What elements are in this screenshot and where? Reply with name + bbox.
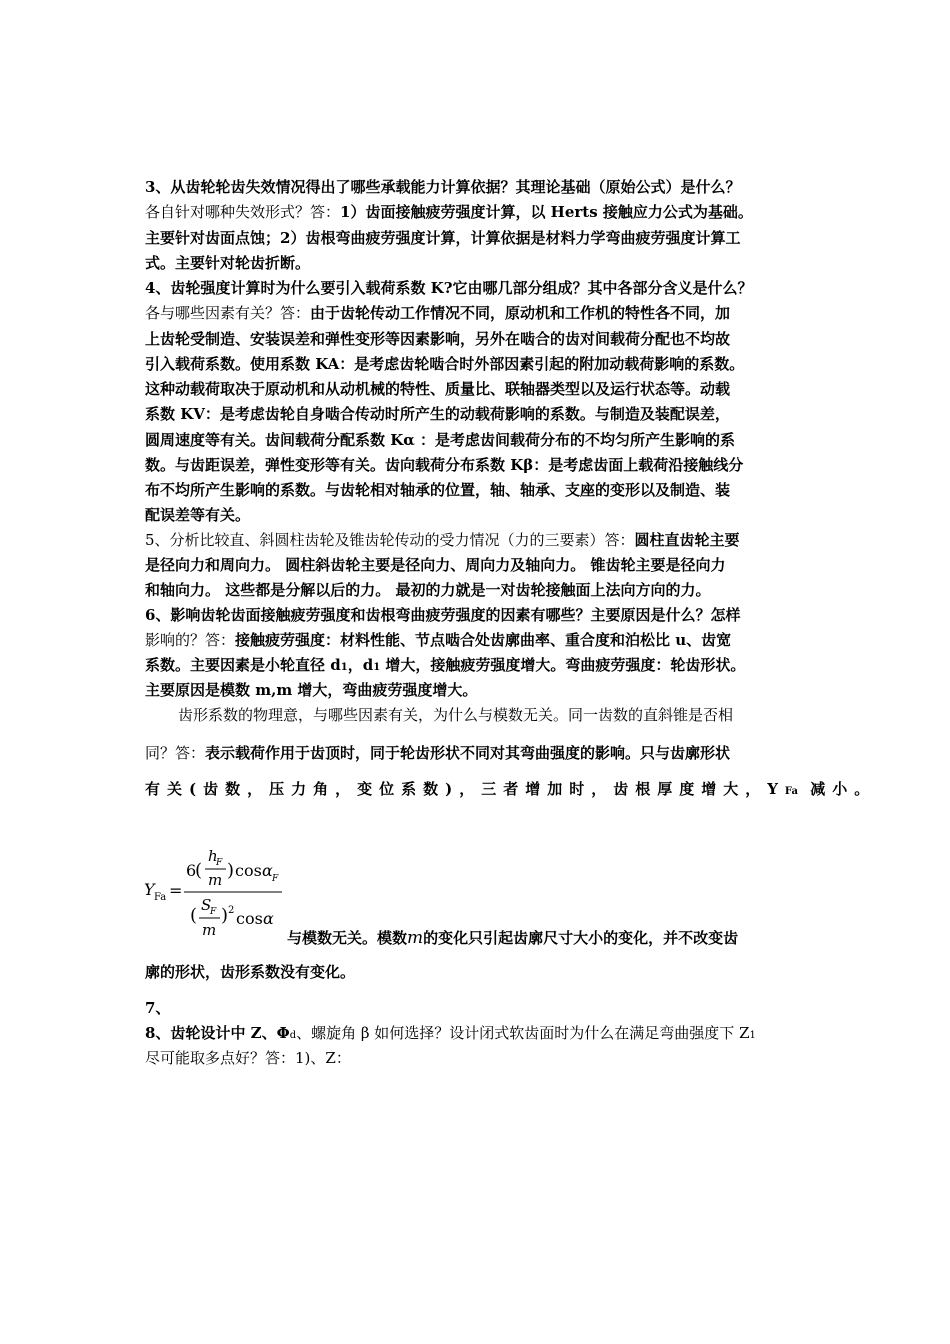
formula-den-lparen: (	[190, 905, 198, 926]
q4-line-9: 布不均所产生影响的系数。与齿轮相对轴承的位置，轴、轴承、支座的变形以及制造、装	[145, 481, 731, 499]
formula-num-h-sub: F	[216, 858, 223, 868]
q4-line-6: 系数 KV：是考虑齿轮自身啮合传动时所产生的动载荷影响的系数。与制造及装配误差，	[145, 405, 730, 423]
formula-after-line-2: 廓的形状，齿形系数没有变化。	[145, 963, 356, 981]
formula-after-line-1: 与模数无关。模数m的变化只引起齿廓尺寸大小的变化，并不改变齿	[287, 928, 739, 948]
q3-line-2: 各自针对哪种失效形式？答：1）齿面接触疲劳强度计算，以 Herts 接触应力公式为基础。	[145, 203, 753, 221]
q3-line-1: 3、从齿轮轮齿失效情况得出了哪些承载能力计算依据？其理论基础（原始公式）是什么？	[145, 178, 741, 196]
q8-line-2: 尽可能取多点好？答：1)、Z：	[145, 1049, 351, 1067]
formula-num-coef: 6	[186, 861, 197, 880]
q4-line-10: 配误差等有关。	[145, 506, 251, 524]
q5-line-1: 5、分析比较直、斜圆柱齿轮及锥齿轮传动的受力情况（力的三要素）答：圆柱直齿轮主要	[145, 531, 740, 549]
formula-den-m: m	[202, 921, 217, 939]
formula-num-alpha: α	[262, 861, 273, 880]
formula-lhs-sub: Fa	[154, 892, 167, 903]
formula-num-h: h	[208, 847, 218, 865]
formula-den-s: S	[201, 896, 212, 914]
q5-line-3: 和轴向力。 这些都是分解以后的力。 最初的力就是一对齿轮接触面上法向方向的力。	[145, 581, 711, 599]
formula-num-cos: cos	[235, 861, 262, 880]
q6-line-2: 影响的？答：接触疲劳强度：材料性能、节点啮合处齿廓曲率、重合度和泊松比 u、齿宽	[145, 631, 732, 649]
q4-line-8: 数。与齿距误差，弹性变形等有关。齿向载荷分布系数 Kβ：是考虑齿面上载荷沿接触线分	[145, 456, 744, 474]
formula-num-alpha-sub: F	[272, 874, 279, 884]
q6-line-4: 主要原因是模数 m,m 增大，弯曲疲劳强度增大。	[145, 681, 478, 699]
formula-num-rparen: )	[227, 860, 235, 881]
formula-den-cos: cos	[236, 909, 263, 928]
formula-svg	[142, 843, 292, 943]
q3-line-4: 式。主要针对轮齿折断。	[145, 254, 311, 272]
formula-den-alpha: α	[263, 909, 274, 928]
q4-line-3: 上齿轮受制造、安装误差和弹性变形等因素影响，另外在啮合的齿对间载荷分配也不均故	[145, 330, 731, 348]
q4-line-1: 4、齿轮强度计算时为什么要引入载荷系数 K?它由哪几部分组成？其中各部分含义是什么？	[145, 279, 753, 297]
tooth-form-line-2: 同？答：表示载荷作用于齿顶时，同于轮齿形状不同对其弯曲强度的影响。只与齿廓形状	[145, 744, 731, 762]
tooth-form-line-3: 有关(齿数，压力角，变位系数)，三者增加时，齿根厚度增大，YFa 减小。	[145, 780, 877, 798]
q4-line-2: 各与哪些因素有关？答：由于齿轮传动工作情况不同，原动机和工作机的特性各不同，加	[145, 304, 731, 322]
formula-den-s-sub: F	[210, 907, 217, 917]
q4-line-7: 圆周速度等有关。齿间载荷分配系数 Kα ：是考虑齿间载荷分布的不均匀所产生影响的系	[145, 431, 736, 449]
formula-lhs: Y	[144, 880, 155, 899]
formula-den-exp: 2	[228, 905, 235, 916]
q4-line-5: 这种动载荷取决于原动机和从动机械的特性、质量比、联轴器类型以及运行状态等。动载	[145, 380, 731, 398]
q3-line-3: 主要针对齿面点蚀；2）齿根弯曲疲劳强度计算，计算依据是材料力学弯曲疲劳强度计算工	[145, 229, 741, 247]
tooth-form-formula	[142, 843, 292, 943]
q7-line-1: 7、	[145, 999, 171, 1017]
formula-den-rparen: )	[221, 905, 229, 926]
q8-line-1: 8、齿轮设计中 Z、Φd、螺旋角 β 如何选择？设计闭式软齿面时为什么在满足弯曲强度下 Z1	[145, 1024, 756, 1042]
formula-num-lparen: (	[195, 860, 203, 881]
q4-line-4: 引入载荷系数。使用系数 KA：是考虑齿轮啮合时外部因素引起的附加动载荷影响的系数。	[145, 355, 745, 373]
formula-num-m: m	[208, 871, 223, 889]
q5-line-2: 是径向力和周向力。 圆柱斜齿轮主要是径向力、周向力及轴向力。 锥齿轮主要是径向力	[145, 556, 726, 574]
tooth-form-line-1: 齿形系数的物理意，与哪些因素有关，为什么与模数无关。同一齿数的直斜锥是否相	[178, 706, 734, 724]
q6-line-1: 6、影响齿轮齿面接触疲劳强度和齿根弯曲疲劳强度的因素有哪些？主要原因是什么？怎样	[145, 606, 741, 624]
formula-equals: =	[169, 881, 183, 900]
q6-line-3: 系数。主要因素是小轮直径 d1，d1 增大，接触疲劳强度增大。弯曲疲劳强度：轮齿形状。	[145, 656, 746, 674]
